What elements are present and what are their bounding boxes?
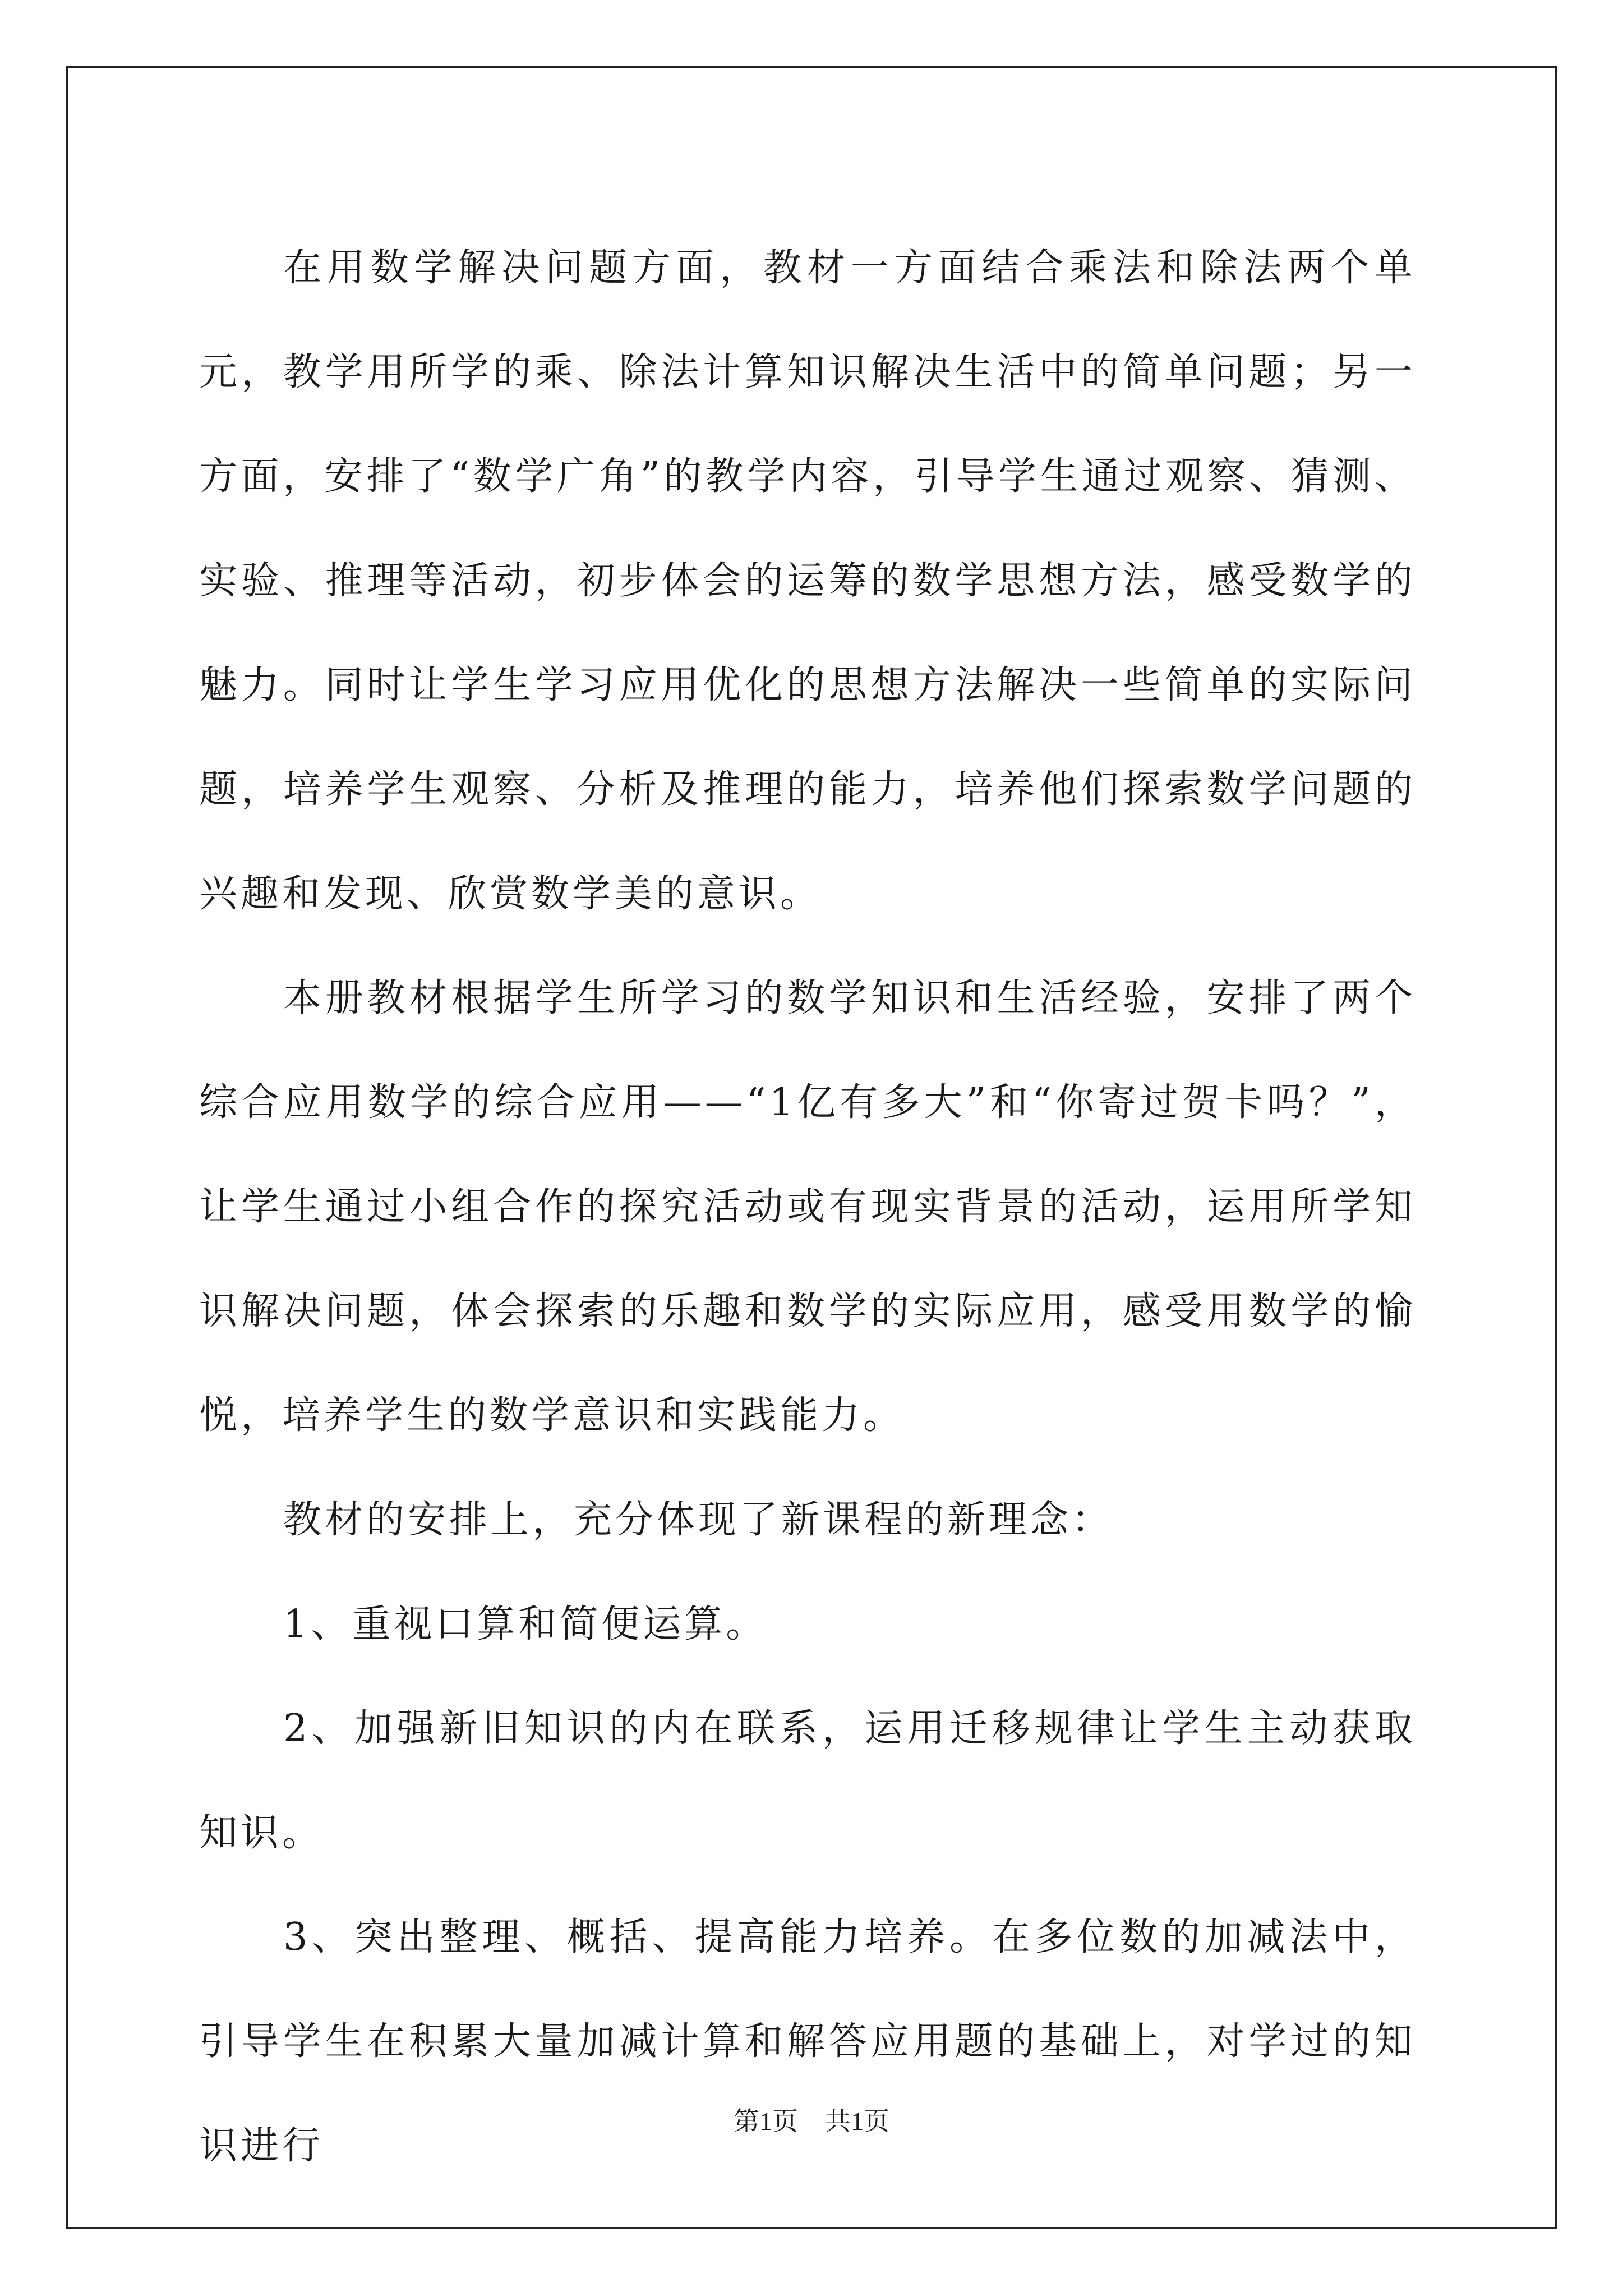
paragraph-problem-solving: 在用数学解决问题方面，教材一方面结合乘法和除法两个单元，教学用所学的乘、除法计算知识解决生活中的简单问题；另一方面，安排了“数学广角”的教学内容，引导学生通过观察、猜测、实验、推理等活动，初步体会的运筹的数学思想方法，感受数学的魅力。同时让学生学习应用优化的思想方法解决一些简单的实际问题，培养学生观察、分析及推理的能力，培养他们探索数学问题的兴趣和发现、欣赏数学美的意识。 — [199, 246, 1416, 916]
page-number-current: 第1页 — [734, 2107, 798, 2136]
list-item-1: 1、重视口算和简便运算。 — [283, 1602, 768, 1646]
paragraph-comprehensive-application: 本册教材根据学生所学习的数学知识和生活经验，安排了两个综合应用数学的综合应用——“1亿有多大”和“你寄过贺卡吗？”，让学生通过小组合作的探究活动或有现实背景的活动，运用所学知识解决问题，体会探索的乐趣和数学的实际应用，感受用数学的愉悦，培养学生的数学意识和实践能力。 — [199, 976, 1416, 1438]
list-item-3: 3、突出整理、概括、提高能力培养。在多位数的加减法中，引导学生在积累大量加减计算和解答应用题的基础上，对学过的知识进行 — [199, 1915, 1416, 2168]
document-body — [199, 216, 1416, 2198]
page-footer — [0, 2101, 1623, 2138]
paragraph-new-concepts-intro: 教材的安排上，充分体现了新课程的新理念： — [283, 1498, 1114, 1542]
page-number-total: 共1页 — [825, 2107, 889, 2136]
list-item-2: 2、加强新旧知识的内在联系，运用迁移规律让学生主动获取知识。 — [199, 1706, 1416, 1855]
